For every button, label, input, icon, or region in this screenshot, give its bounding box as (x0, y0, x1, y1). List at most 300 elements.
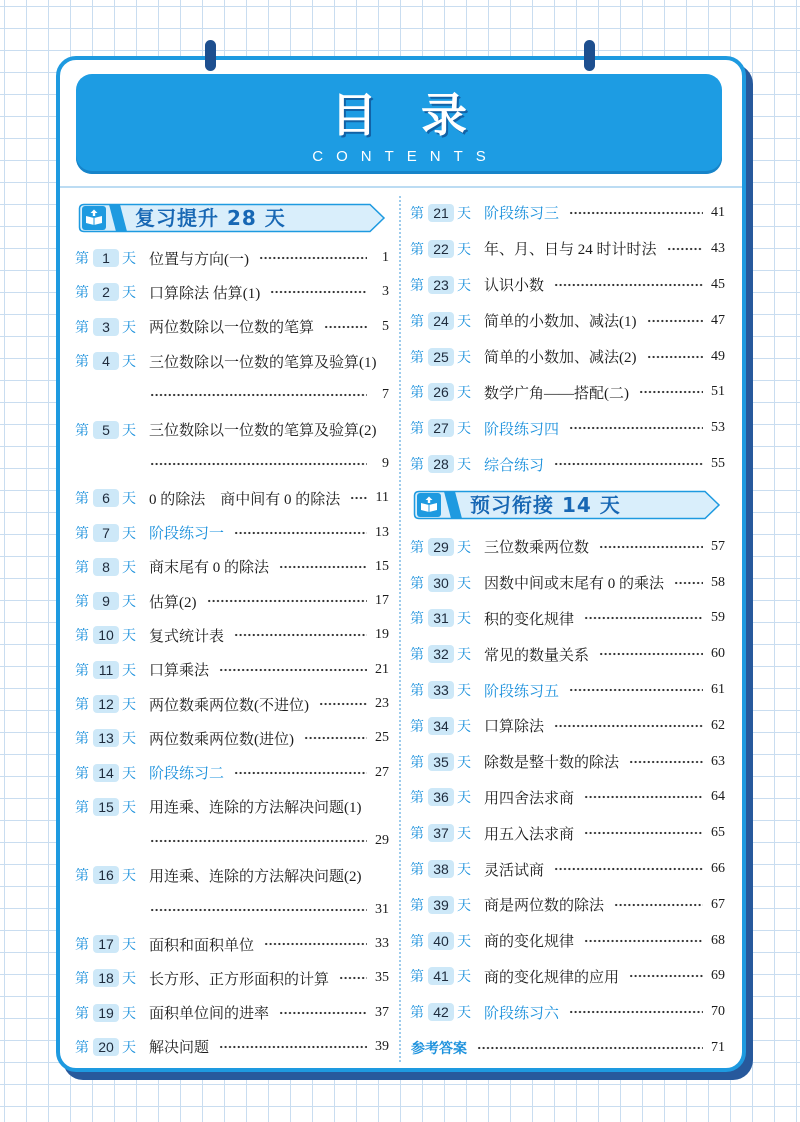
page-number: 63 (711, 753, 725, 769)
toc-entry (75, 790, 389, 824)
dot-leader (614, 903, 703, 907)
entry-title: 口算除法 估算(1) (149, 285, 261, 302)
day-prefix: 第 (75, 1005, 89, 1022)
entry-title: 三位数除以一位数的笔算及验算(1) (149, 354, 377, 371)
day-number-chip: 29 (428, 538, 454, 556)
dot-leader (264, 942, 367, 946)
day-number-chip: 10 (93, 626, 119, 644)
day-number-chip: 17 (93, 935, 119, 953)
day-prefix: 第 (75, 354, 89, 371)
page-number: 69 (711, 968, 725, 984)
toc-entry (410, 410, 725, 446)
day-prefix: 第 (75, 799, 89, 816)
toc-entry-continuation (75, 378, 389, 412)
day-prefix: 第 (75, 731, 89, 748)
page-number: 55 (711, 456, 725, 472)
entry-title: 常见的数量关系 (484, 647, 590, 664)
toc-entry (75, 618, 389, 652)
day-number-chip: 1 (93, 249, 119, 267)
day-number-chip: 35 (428, 753, 454, 771)
day-number-chip: 11 (93, 661, 119, 679)
entry-title: 因数中间或末尾有 0 的乘法 (484, 576, 665, 593)
day-number-chip: 39 (428, 896, 454, 914)
day-number-chip: 4 (93, 352, 119, 370)
page-number: 65 (711, 825, 725, 841)
day-prefix: 第 (410, 683, 424, 700)
page-subtitle: CONTENTS (312, 148, 499, 165)
page-number: 33 (375, 936, 389, 952)
dot-leader (584, 616, 703, 620)
toc-entry (410, 601, 725, 637)
page-number: 17 (375, 593, 389, 609)
day-number-chip: 26 (428, 383, 454, 401)
entry-title: 除数是整十数的除法 (484, 755, 620, 772)
day-prefix: 第 (75, 937, 89, 954)
page-number: 45 (711, 276, 725, 292)
day-number-chip: 20 (93, 1038, 119, 1056)
day-number-chip: 30 (428, 574, 454, 592)
page-number: 21 (375, 661, 389, 677)
page-number: 59 (711, 610, 725, 626)
dot-leader (647, 355, 704, 359)
page-number: 13 (375, 524, 389, 540)
day-number-chip: 6 (93, 489, 119, 507)
day-prefix: 第 (75, 697, 89, 713)
day-number-chip: 37 (428, 824, 454, 842)
day-prefix: 第 (410, 1005, 424, 1022)
toc-entry (75, 515, 389, 549)
toc-entry (410, 780, 725, 816)
day-prefix: 第 (410, 862, 424, 879)
dot-leader (667, 247, 703, 251)
dot-leader (569, 426, 703, 430)
entry-title: 简单的小数加、减法(2) (484, 350, 637, 366)
entry-title: 两位数乘两位数(进位) (149, 731, 294, 748)
day-suffix: 天 (457, 205, 471, 222)
day-suffix: 天 (122, 697, 136, 713)
toc-entry (410, 231, 725, 267)
page-number: 64 (711, 789, 725, 805)
open-book-icon (417, 493, 441, 517)
dot-leader (629, 974, 703, 978)
entry-title: 三位数除以一位数的笔算及验算(2) (149, 423, 377, 440)
day-number-chip: 14 (93, 764, 119, 782)
toc-entry (75, 996, 389, 1030)
entry-title: 简单的小数加、减法(1) (484, 314, 637, 331)
day-prefix: 第 (410, 457, 424, 474)
section-title: 复习提升 28 天 (135, 206, 286, 230)
entry-title: 口算除法 (484, 719, 545, 736)
toc-entry (75, 755, 389, 789)
dot-leader (150, 462, 367, 466)
day-suffix: 天 (122, 799, 136, 816)
dot-leader (554, 462, 703, 466)
entry-title: 用连乘、连除的方法解决问题(2) (149, 868, 362, 885)
day-prefix: 第 (75, 319, 89, 336)
day-suffix: 天 (457, 539, 471, 556)
day-prefix: 第 (410, 539, 424, 556)
toc-entry (75, 687, 389, 721)
dot-leader (554, 283, 703, 287)
entry-title: 商的变化规律的应用 (484, 969, 620, 986)
day-number-chip: 27 (428, 419, 454, 437)
toc-entry (410, 815, 725, 851)
day-prefix: 第 (75, 285, 89, 302)
toc-entry-continuation (75, 447, 389, 481)
open-book-icon (82, 206, 106, 230)
entry-title: 位置与方向(一) (149, 251, 249, 268)
page-number: 39 (375, 1038, 389, 1054)
day-suffix: 天 (457, 969, 471, 986)
dot-leader (270, 290, 367, 294)
day-number-chip: 31 (428, 609, 454, 627)
day-suffix: 天 (457, 754, 471, 771)
dot-leader (599, 545, 703, 549)
section-title: 预习衔接 14 天 (470, 493, 621, 517)
section-header-preview (413, 490, 721, 520)
dot-leader (324, 325, 367, 329)
dot-leader (647, 319, 704, 323)
day-prefix: 第 (75, 491, 89, 508)
dot-leader (279, 565, 367, 569)
day-prefix: 第 (410, 349, 424, 366)
dot-leader (150, 839, 367, 843)
day-number-chip: 3 (93, 318, 119, 336)
toc-entry (410, 446, 725, 482)
day-number-chip: 23 (428, 276, 454, 294)
dot-leader (259, 256, 367, 260)
page-number: 66 (711, 861, 725, 877)
toc-entry (75, 584, 389, 618)
page-number: 67 (711, 896, 725, 912)
day-number-chip: 15 (93, 798, 119, 816)
page-number: 61 (711, 682, 725, 698)
day-prefix: 第 (75, 251, 89, 268)
day-number-chip: 32 (428, 645, 454, 663)
page-title: 目录 (331, 88, 511, 142)
dot-leader (629, 760, 703, 764)
entry-title: 阶段练习四 (484, 420, 560, 438)
dot-leader (150, 393, 367, 397)
page-number: 71 (711, 1040, 725, 1056)
entry-title: 认识小数 (484, 278, 545, 295)
dot-leader (599, 652, 703, 656)
toc-entry (410, 565, 725, 601)
toc-entry (410, 267, 725, 303)
day-number-chip: 41 (428, 967, 454, 985)
dot-leader (584, 831, 703, 835)
dot-leader (219, 1045, 367, 1049)
day-suffix: 天 (457, 241, 471, 258)
dot-leader (674, 581, 703, 585)
day-suffix: 天 (122, 525, 136, 542)
page-number: 47 (711, 312, 725, 328)
page-number: 60 (711, 646, 725, 662)
dot-leader (150, 908, 367, 912)
toc-entry (410, 195, 725, 231)
entry-title: 商是两位数的除法 (484, 898, 605, 915)
day-suffix: 天 (122, 971, 136, 988)
toc-right-column-upper (410, 195, 725, 482)
page-number: 70 (711, 1004, 725, 1020)
entry-title: 面积和面积单位 (149, 937, 255, 954)
answer-key-entry (410, 1030, 725, 1066)
entry-title: 估算(2) (149, 594, 197, 611)
column-divider (399, 196, 401, 1062)
toc-entry-continuation (75, 824, 389, 858)
day-suffix: 天 (457, 933, 471, 950)
page-number: 53 (711, 420, 725, 436)
day-prefix: 第 (75, 971, 89, 988)
day-prefix: 第 (410, 611, 424, 628)
day-suffix: 天 (457, 385, 471, 402)
page-number: 27 (375, 764, 389, 780)
page-number: 58 (711, 574, 725, 590)
day-suffix: 天 (457, 313, 471, 330)
day-prefix: 第 (75, 422, 89, 439)
day-suffix: 天 (457, 862, 471, 879)
page-number: 62 (711, 717, 725, 733)
day-number-chip: 33 (428, 681, 454, 699)
toc-entry (75, 344, 389, 378)
binder-ring-right (584, 40, 595, 71)
entry-title: 阶段练习三 (484, 205, 560, 223)
day-suffix: 天 (122, 937, 136, 954)
toc-entry (410, 374, 725, 410)
toc-entry (410, 744, 725, 780)
entry-title: 用四舍法求商 (484, 790, 575, 807)
entry-title: 年、月、日与 24 时计时法 (484, 242, 657, 259)
toc-entry (410, 339, 725, 375)
toc-entry (75, 310, 389, 344)
day-prefix: 第 (410, 241, 424, 258)
page-number: 29 (375, 833, 389, 849)
day-suffix: 天 (457, 790, 471, 807)
dot-leader (319, 702, 367, 706)
day-suffix: 天 (122, 765, 136, 782)
day-number-chip: 12 (93, 695, 119, 713)
day-suffix: 天 (457, 1005, 471, 1022)
day-suffix: 天 (457, 683, 471, 700)
day-number-chip: 7 (93, 524, 119, 542)
toc-entry (75, 550, 389, 584)
entry-title: 口算乘法 (149, 663, 210, 680)
entry-title: 商的变化规律 (484, 934, 575, 951)
day-suffix: 天 (122, 251, 136, 268)
toc-entry (75, 481, 389, 515)
entry-title: 两位数乘两位数(不进位) (149, 697, 309, 714)
entry-title: 灵活试商 (484, 862, 545, 879)
toc-entry (410, 636, 725, 672)
day-prefix: 第 (410, 718, 424, 735)
toc-entry (75, 721, 389, 755)
day-number-chip: 25 (428, 348, 454, 366)
day-suffix: 天 (122, 422, 136, 439)
toc-entry (75, 1030, 389, 1064)
page-number: 23 (375, 696, 389, 711)
day-number-chip: 18 (93, 969, 119, 987)
page-number: 68 (711, 932, 725, 948)
day-prefix: 第 (410, 897, 424, 914)
page-number: 25 (375, 730, 389, 746)
toc-entry (410, 887, 725, 923)
entry-title: 阶段练习五 (484, 682, 560, 700)
dot-leader (350, 496, 367, 500)
day-suffix: 天 (457, 826, 471, 843)
toc-entry (410, 529, 725, 565)
day-prefix: 第 (410, 313, 424, 330)
day-prefix: 第 (75, 765, 89, 782)
day-number-chip: 28 (428, 455, 454, 473)
day-prefix: 第 (410, 754, 424, 771)
day-suffix: 天 (122, 354, 136, 371)
day-suffix: 天 (122, 731, 136, 748)
dot-leader (584, 795, 703, 799)
day-suffix: 天 (122, 285, 136, 302)
page-number: 11 (375, 490, 389, 506)
dot-leader (234, 531, 367, 535)
day-number-chip: 9 (93, 592, 119, 610)
day-prefix: 第 (75, 525, 89, 542)
day-suffix: 天 (122, 559, 136, 576)
entry-title: 阶段练习一 (149, 525, 225, 543)
day-suffix: 天 (457, 277, 471, 294)
entry-title: 解决问题 (149, 1040, 210, 1057)
page-number: 51 (711, 384, 725, 400)
toc-entry (410, 851, 725, 887)
day-prefix: 第 (410, 647, 424, 664)
day-prefix: 第 (410, 421, 424, 438)
toc-entry (75, 653, 389, 687)
dot-leader (477, 1046, 703, 1050)
entry-title: 0 的除法 商中间有 0 的除法 (149, 491, 341, 508)
dot-leader (639, 390, 703, 394)
day-prefix: 第 (410, 826, 424, 843)
entry-title: 阶段练习二 (149, 765, 225, 783)
day-number-chip: 36 (428, 788, 454, 806)
dot-leader (207, 599, 368, 603)
day-suffix: 天 (457, 457, 471, 474)
day-suffix: 天 (122, 1005, 136, 1022)
toc-entry-continuation (75, 893, 389, 927)
day-suffix: 天 (122, 319, 136, 336)
page-number: 57 (711, 538, 725, 554)
entry-title: 阶段练习六 (484, 1004, 560, 1022)
toc-entry (75, 241, 389, 275)
entry-title: 积的变化规律 (484, 611, 575, 628)
toc-entry (75, 927, 389, 961)
toc-entry (75, 275, 389, 309)
day-prefix: 第 (75, 594, 89, 611)
entry-title: 综合练习 (484, 456, 545, 474)
dot-leader (569, 211, 703, 215)
page-number: 5 (382, 318, 389, 334)
page-number: 31 (375, 901, 389, 917)
day-prefix: 第 (75, 1039, 89, 1056)
day-prefix: 第 (410, 277, 424, 294)
entry-title: 三位数乘两位数 (484, 540, 590, 557)
page-number: 7 (382, 387, 389, 403)
day-prefix: 第 (75, 559, 89, 576)
day-suffix: 天 (122, 1039, 136, 1056)
day-suffix: 天 (122, 594, 136, 611)
entry-title: 两位数除以一位数的笔算 (149, 320, 315, 337)
day-number-chip: 8 (93, 558, 119, 576)
day-suffix: 天 (457, 575, 471, 592)
day-number-chip: 22 (428, 240, 454, 258)
day-suffix: 天 (457, 611, 471, 628)
day-number-chip: 2 (93, 283, 119, 301)
page-number: 3 (382, 284, 389, 300)
dot-leader (554, 867, 703, 871)
day-prefix: 第 (75, 868, 89, 885)
day-number-chip: 42 (428, 1003, 454, 1021)
dot-leader (569, 688, 703, 692)
toc-entry (75, 858, 389, 892)
dot-leader (234, 633, 367, 637)
toc-entry (410, 994, 725, 1030)
page-number: 9 (382, 455, 389, 471)
day-prefix: 第 (410, 933, 424, 950)
dot-leader (219, 668, 367, 672)
day-number-chip: 19 (93, 1004, 119, 1022)
page-number: 35 (375, 970, 389, 986)
toc-entry (75, 961, 389, 995)
day-prefix: 第 (75, 662, 89, 679)
day-suffix: 天 (457, 897, 471, 914)
day-suffix: 天 (457, 421, 471, 438)
day-number-chip: 13 (93, 729, 119, 747)
day-prefix: 第 (410, 790, 424, 807)
entry-title: 面积单位间的进率 (149, 1006, 270, 1023)
day-prefix: 第 (410, 385, 424, 402)
answer-key-label: 参考答案 (411, 1041, 467, 1058)
day-suffix: 天 (457, 349, 471, 366)
page-number: 49 (711, 348, 725, 364)
page-number: 41 (711, 204, 725, 220)
day-number-chip: 40 (428, 932, 454, 950)
day-suffix: 天 (457, 718, 471, 735)
day-suffix: 天 (457, 647, 471, 664)
page-number: 37 (375, 1004, 389, 1020)
day-number-chip: 38 (428, 860, 454, 878)
dot-leader (584, 939, 703, 943)
day-number-chip: 34 (428, 717, 454, 735)
page-number: 19 (375, 627, 389, 643)
page-number: 43 (711, 240, 725, 256)
toc-entry (410, 303, 725, 339)
toc-entry (410, 672, 725, 708)
contents-banner (76, 74, 722, 174)
day-prefix: 第 (410, 575, 424, 592)
dot-leader (569, 1010, 703, 1014)
toc-entry (410, 959, 725, 995)
toc-right-column-lower (410, 529, 725, 1066)
day-suffix: 天 (122, 662, 136, 679)
day-number-chip: 24 (428, 312, 454, 330)
dot-leader (339, 976, 367, 980)
day-prefix: 第 (410, 205, 424, 222)
dot-leader (554, 724, 703, 728)
toc-entry (410, 708, 725, 744)
day-number-chip: 16 (93, 866, 119, 884)
day-number-chip: 21 (428, 204, 454, 222)
day-suffix: 天 (122, 868, 136, 885)
page-number: 1 (382, 250, 389, 266)
toc-entry (75, 412, 389, 446)
day-suffix: 天 (122, 491, 136, 508)
day-prefix: 第 (75, 628, 89, 645)
